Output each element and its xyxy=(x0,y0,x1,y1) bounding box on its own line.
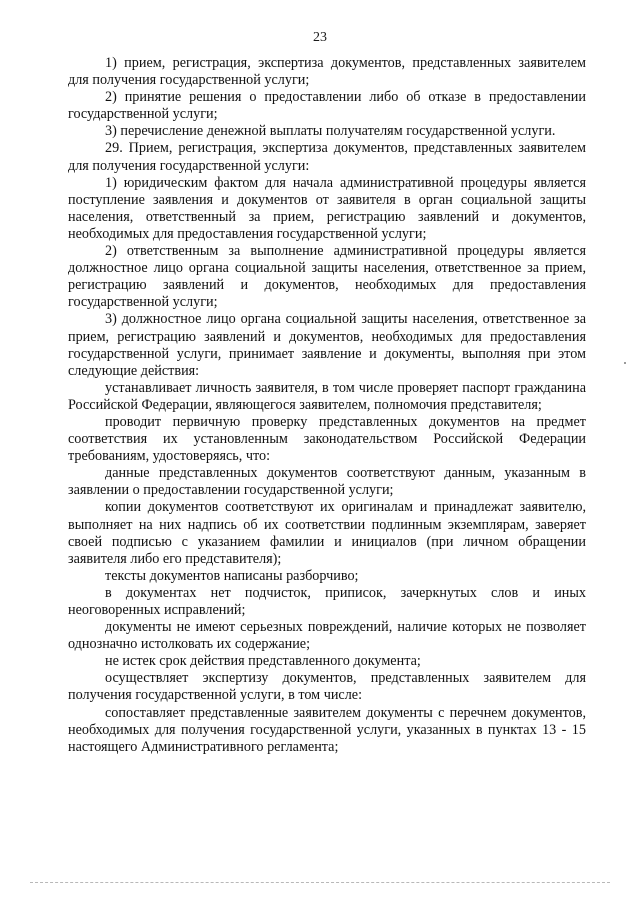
paragraph: копии документов соответствуют их оригиналам и принадлежат заявителю, выполняет на них надпись об их соответствии подлинным экземплярам, заверяет своей подписью с указанием фамилии и инициалов (при личном обращении заявителя либо его представителя); xyxy=(68,499,586,567)
paragraph: документы не имеют серьезных повреждений, наличие которых не позволяет однозначно истолковать их содержание; xyxy=(68,619,586,653)
paragraph: 2) принятие решения о предоставлении либо об отказе в предоставлении государственной услуги; xyxy=(68,89,586,123)
page-number: 23 xyxy=(313,30,327,45)
paragraph: устанавливает личность заявителя, в том числе проверяет паспорт гражданина Российской Федерации, являющегося заявителем, полномочия представителя; xyxy=(68,379,586,413)
paragraph: 29. Прием, регистрация, экспертиза документов, представленных заявителем для получения государственной услуги: xyxy=(68,140,586,174)
paragraph: проводит первичную проверку представленных документов на предмет соответствия их установленным законодательством Российской Федерации требованиям, удостоверяясь, что: xyxy=(68,413,586,465)
paragraph: данные представленных документов соответствуют данным, указанным в заявлении о предоставлении государственной услуги; xyxy=(68,465,586,499)
paragraph: 3) должностное лицо органа социальной защиты населения, ответственное за прием, регистрацию заявлений и документов, необходимых для предоставления государственной услуги, принимает заявление и документы, выполняя при этом следующие действия: xyxy=(68,311,586,379)
paragraph: сопоставляет представленные заявителем документы с перечнем документов, необходимых для получения государственной услуги, указанных в пунктах 13 - 15 настоящего Административного регламента; xyxy=(68,704,586,755)
scan-speck xyxy=(624,362,626,364)
scan-edge-line xyxy=(30,882,610,883)
paragraph: 1) юридическим фактом для начала административной процедуры является поступление заявления и документов от заявителя в орган социальной защиты населения, ответственный за прием, регистрацию заявлений и документов, необходимых для предоставления государственной услуги; xyxy=(68,174,586,242)
paragraph: в документах нет подчисток, приписок, зачеркнутых слов и иных неоговоренных исправлений; xyxy=(68,584,586,618)
paragraph: осуществляет экспертизу документов, представленных заявителем для получения государственной услуги, в том числе: xyxy=(68,670,586,704)
paragraph: не истек срок действия представленного документа; xyxy=(105,653,421,670)
paragraph: 1) прием, регистрация, экспертиза документов, представленных заявителем для получения государственной услуги; xyxy=(68,55,586,89)
paragraph: тексты документов написаны разборчиво; xyxy=(105,567,359,584)
paragraph: 2) ответственным за выполнение административной процедуры является должностное лицо органа социальной защиты населения, ответственное за прием, регистрацию заявлений и документов, необходимых для предоставления государственной услуги; xyxy=(68,243,586,311)
paragraph: 3) перечисление денежной выплаты получателям государственной услуги. xyxy=(105,123,556,140)
document-body xyxy=(68,55,586,756)
